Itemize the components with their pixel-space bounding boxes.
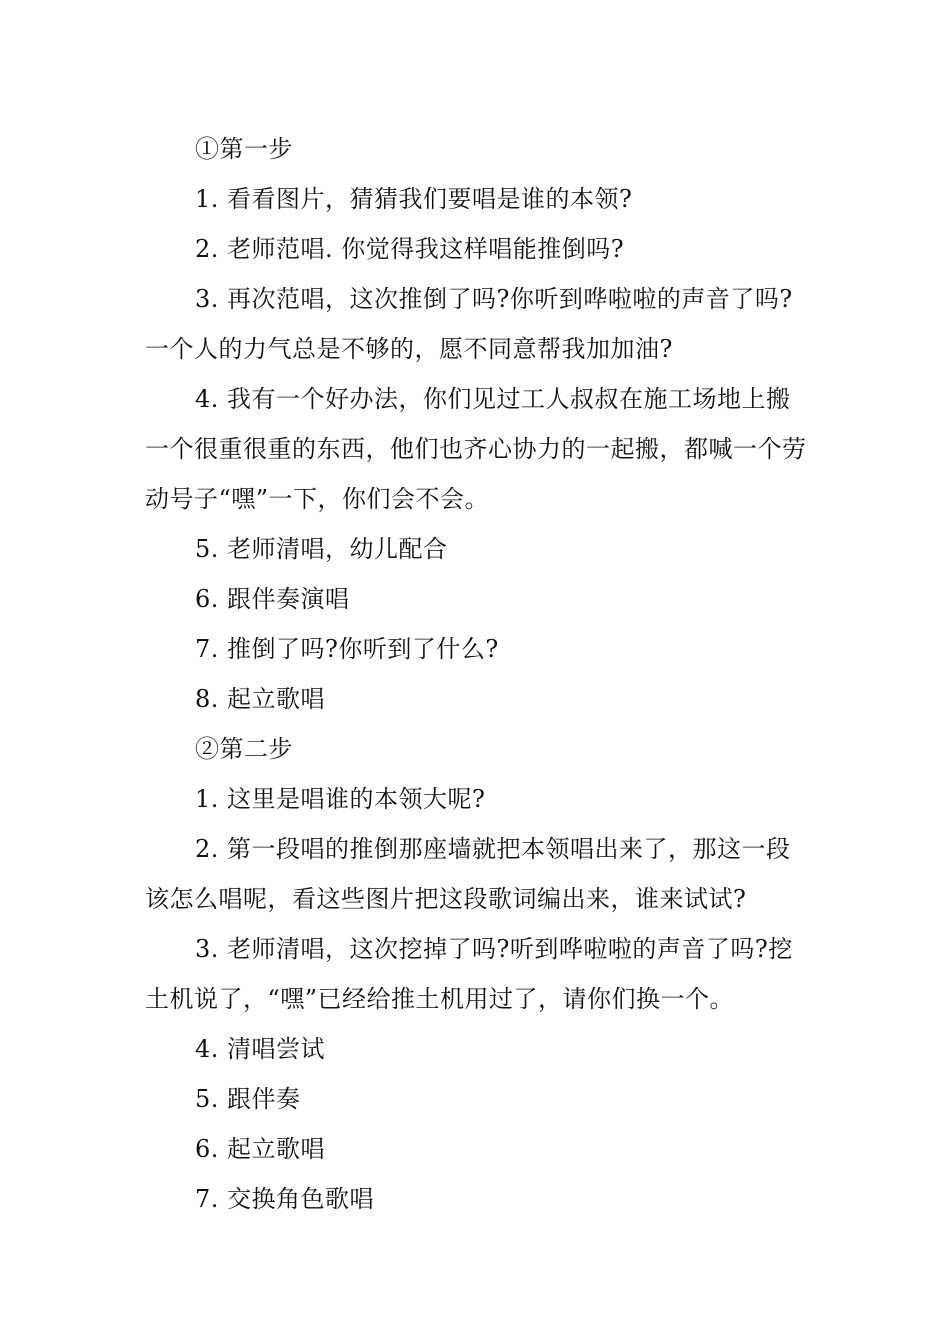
paragraph-step1-item8: 8. 起立歌唱	[195, 685, 326, 713]
paragraph-step2-item5: 5. 跟伴奏	[195, 1085, 301, 1113]
paragraph-step1-item7: 7. 推倒了吗?你听到了什么?	[195, 635, 499, 663]
paragraph-step2-item6: 6. 起立歌唱	[195, 1135, 326, 1163]
paragraph-step2-item7: 7. 交换角色歌唱	[195, 1185, 375, 1213]
paragraph-step1-item4: 4. 我有一个好办法，你们见过工人叔叔在施工场地上搬一个很重很重的东西，他们也齐心协力的一起搬，都喊一个劳动号子“嘿”一下，你们会不会。	[145, 385, 807, 513]
paragraph-step1-item2: 2. 老师范唱. 你觉得我这样唱能推倒吗?	[195, 235, 625, 263]
paragraph-step1-item3: 3. 再次范唱，这次推倒了吗?你听到哗啦啦的声音了吗?一个人的力气总是不够的，愿不同意帮我加加油?	[145, 285, 793, 363]
paragraph-step2-item4: 4. 清唱尝试	[195, 1035, 326, 1063]
step-two-heading: ②第二步	[195, 735, 293, 763]
paragraph-step1-item1: 1. 看看图片，猜猜我们要唱是谁的本领?	[195, 185, 633, 213]
paragraph-step2-item3: 3. 老师清唱，这次挖掉了吗?听到哗啦啦的声音了吗?挖土机说了，“嘿”已经给推土机用过了，请你们换一个。	[145, 935, 793, 1013]
paragraph-step2-item1: 1. 这里是唱谁的本领大呢?	[195, 785, 486, 813]
document-body	[145, 124, 810, 1224]
paragraph-step2-item2: 2. 第一段唱的推倒那座墙就把本领唱出来了，那这一段该怎么唱呢，看这些图片把这段歌词编出来，谁来试试?	[145, 835, 791, 913]
paragraph-step1-item6: 6. 跟伴奏演唱	[195, 585, 350, 613]
paragraph-step1-item5: 5. 老师清唱，幼儿配合	[195, 535, 448, 563]
step-one-heading: ①第一步	[195, 135, 293, 163]
